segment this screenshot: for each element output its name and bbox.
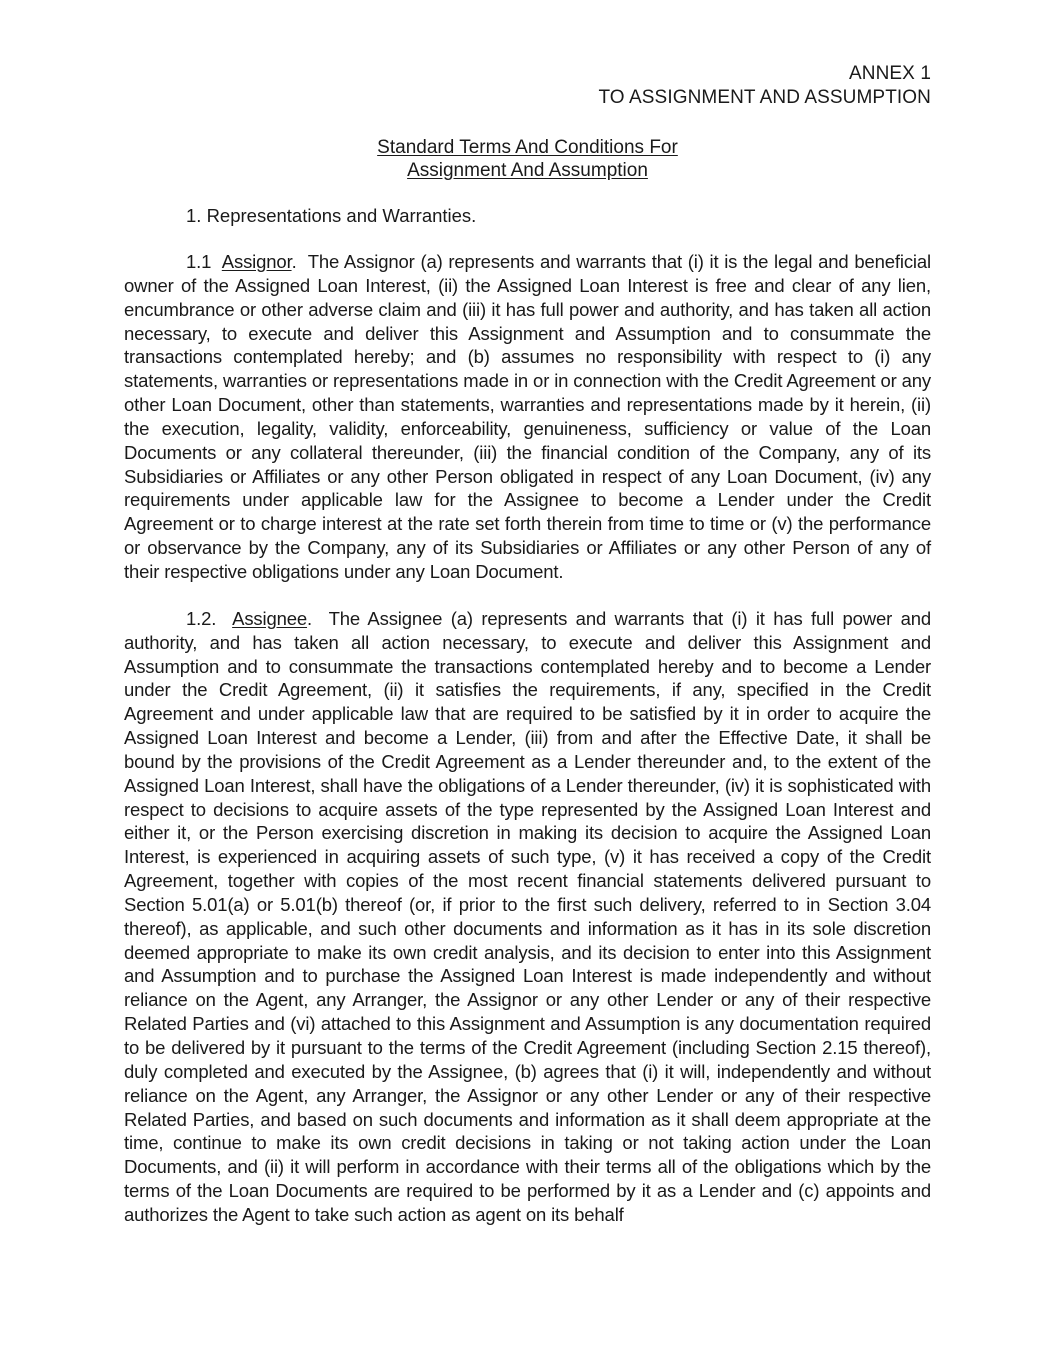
paragraph-assignor: 1.1 Assignor. The Assignor (a) represents and warrants that (i) it is the legal and beneficial owner of the Assigned Loan Interest, (ii) the Assigned Loan Interest is free and clear of any lien, encumbrance or other adverse claim and (iii) it has full power and authority, and has taken all action necessary, to execute and deliver this Assignment and Assumption and to consummate the transactions contemplated hereby; and (b) assumes no responsibility with respect to (i) any statements, warranties or representations made in or in connection with the Credit Agreement or any other Loan Document, other than statements, warranties and representations made by it herein, (ii) the execution, legality, validity, enforceability, genuineness, sufficiency or value of the Loan Documents or any collateral thereunder, (iii) the financial condition of the Company, any of its Subsidiaries or Affiliates or any other Person obligated in respect of any Loan Document, (iv) any requirements under applicable law for the Assignee to become a Lender under the Credit Agreement or to charge interest at the rate set forth therein from time to time or (v) the performance or observance by the Company, any of its Subsidiaries or Affiliates or any other Person of any of their respective obligations under any Loan Document. xyxy=(124,251,931,582)
paragraph-heading: Assignee xyxy=(232,607,308,629)
document-title xyxy=(124,136,931,182)
paragraph-body: The Assignor (a) represents and warrants that (i) it is the legal and beneficial owner of the Assigned Loan Interest, (ii) the Assigned Loan Interest is free and clear of any lien, encumbrance or other adverse claim and (iii) it has full power and authority, and has taken all action necessary, to execute and deliver this Assignment and Assumption and to consummate the transactions contemplated hereby; and (b) assumes no responsibility with respect to (i) any statements, warranties or representations made in or in connection with the Credit Agreement or any other Loan Document, other than statements, warranties and representations made by it herein, (ii) the execution, legality, validity, enforceability, genuineness, sufficiency or value of the Loan Documents or any collateral thereunder, (iii) the financial condition of the Company, any of its Subsidiaries or Affiliates or any other Person obligated in respect of any Loan Document, (iv) any requirements under applicable law for the Assignee to become a Lender under the Credit Agreement or to charge interest at the rate set forth therein from time to time or (v) the performance or observance by the Company, any of its Subsidiaries or Affiliates or any other Person of any of their respective obligations under any Loan Document. xyxy=(124,251,931,582)
annex-subtitle: TO ASSIGNMENT AND ASSUMPTION xyxy=(598,87,931,108)
paragraph-assignee: 1.2. Assignee. The Assignee (a) represents and warrants that (i) it has full power and authority, and has taken all action necessary, to execute and deliver this Assignment and Assumption and to consummate the transactions contemplated hereby and to become a Lender under the Credit Agreement, (ii) it satisfies the requirements, if any, specified in the Credit Agreement and under applicable law that are required to be satisfied by it in order to acquire the Assigned Loan Interest and become a Lender, (iii) from and after the Effective Date, it shall be bound by the provisions of the Credit Agreement as a Lender thereunder and, to the extent of the Assigned Loan Interest, shall have the obligations of a Lender thereunder, (iv) it is sophisticated with respect to decisions to acquire assets of the type represented by the Assigned Loan Interest and either it, or the Person exercising discretion in making its decision to acquire the Assigned Loan Interest, is experienced in acquiring assets of such type, (v) it has received a copy of the Credit Agreement, together with copies of the most recent financial statements delivered pursuant to Section 5.01(a) or 5.01(b) thereof (or, if prior to the first such delivery, referred to in Section 3.04 thereof), as applicable, and such other documents and information as it has in its sole discretion deemed appropriate to make its own credit analysis, and its decision to enter into this Assignment and Assumption and to purchase the Assigned Loan Interest is made independently and without reliance on the Agent, any Arranger, the Assignor or any other Lender or any of their respective Related Parties and (vi) attached to this Assignment and Assumption is any documentation required to be delivered by it pursuant to the terms of the Credit Agreement (including Section 2.15 thereof), duly completed and executed by the Assignee, (b) agrees that (i) it will, independently and without reliance on the Agent, any Arranger, the Assignor or any other Lender or any of their respective Related Parties, and based on such documents and information as it shall deem appropriate at the time, continue to make its own credit decisions in taking or not taking action under the Loan Documents, and (ii) it will perform in accordance with their terms all of the obligations which by the terms of the Loan Documents are required to be performed by it as a Lender and (c) appoints and authorizes the Agent to take such action as agent on its behalf xyxy=(124,607,931,1225)
annex-label: ANNEX 1 xyxy=(848,63,931,84)
document-page xyxy=(124,62,931,1245)
title-line-2: Assignment And Assumption xyxy=(407,160,648,181)
section-heading-representations: 1. Representations and Warranties. xyxy=(186,205,477,226)
paragraph-number: 1.2. xyxy=(186,607,217,629)
paragraph-heading: Assignor xyxy=(221,251,292,272)
paragraph-body: The Assignee (a) represents and warrants that (i) it has full power and authority, and has taken all action necessary, to execute and deliver this Assignment and Assumption and to consummate the transactions contemplated hereby and to become a Lender under the Credit Agreement, (ii) it satisfies the requirements, if any, specified in the Credit Agreement and under applicable law that are required to be satisfied by it in order to acquire the Assigned Loan Interest and become a Lender, (iii) from and after the Effective Date, it shall be bound by the provisions of the Credit Agreement as a Lender thereunder and, to the extent of the Assigned Loan Interest, shall have the obligations of a Lender thereunder, (iv) it is sophisticated with respect to decisions to acquire assets of the type represented by the Assigned Loan Interest and either it, or the Person exercising discretion in making its decision to acquire the Assigned Loan Interest, is experienced in acquiring assets of such type, (v) it has received a copy of the Credit Agreement, together with copies of the most recent financial statements delivered pursuant to Section 5.01(a) or 5.01(b) thereof (or, if prior to the first such delivery, referred to in Section 3.04 thereof), as applicable, and such other documents and information as it has in its sole discretion deemed appropriate to make its own credit analysis, and its decision to enter into this Assignment and Assumption and to purchase the Assigned Loan Interest is made independently and without reliance on the Agent, any Arranger, the Assignor or any other Lender or any of their respective Related Parties and (vi) attached to this Assignment and Assumption is any documentation required to be delivered by it pursuant to the terms of the Credit Agreement (including Section 2.15 thereof), duly completed and executed by the Assignee, (b) agrees that (i) it will, independently and without reliance on the Agent, any Arranger, the Assignor or any other Lender or any of their respective Related Parties, and based on such documents and information as it shall deem appropriate at the time, continue to make its own credit decisions in taking or not taking action under the Loan Documents, and (ii) it will perform in accordance with their terms all of the obligations which by the terms of the Loan Documents are required to be performed by it as a Lender and (c) appoints and authorizes the Agent to take such action as agent on its behalf xyxy=(124,607,931,1225)
paragraph-number: 1.1 xyxy=(186,251,212,272)
annex-header xyxy=(124,62,931,110)
title-line-1: Standard Terms And Conditions For xyxy=(377,137,678,158)
